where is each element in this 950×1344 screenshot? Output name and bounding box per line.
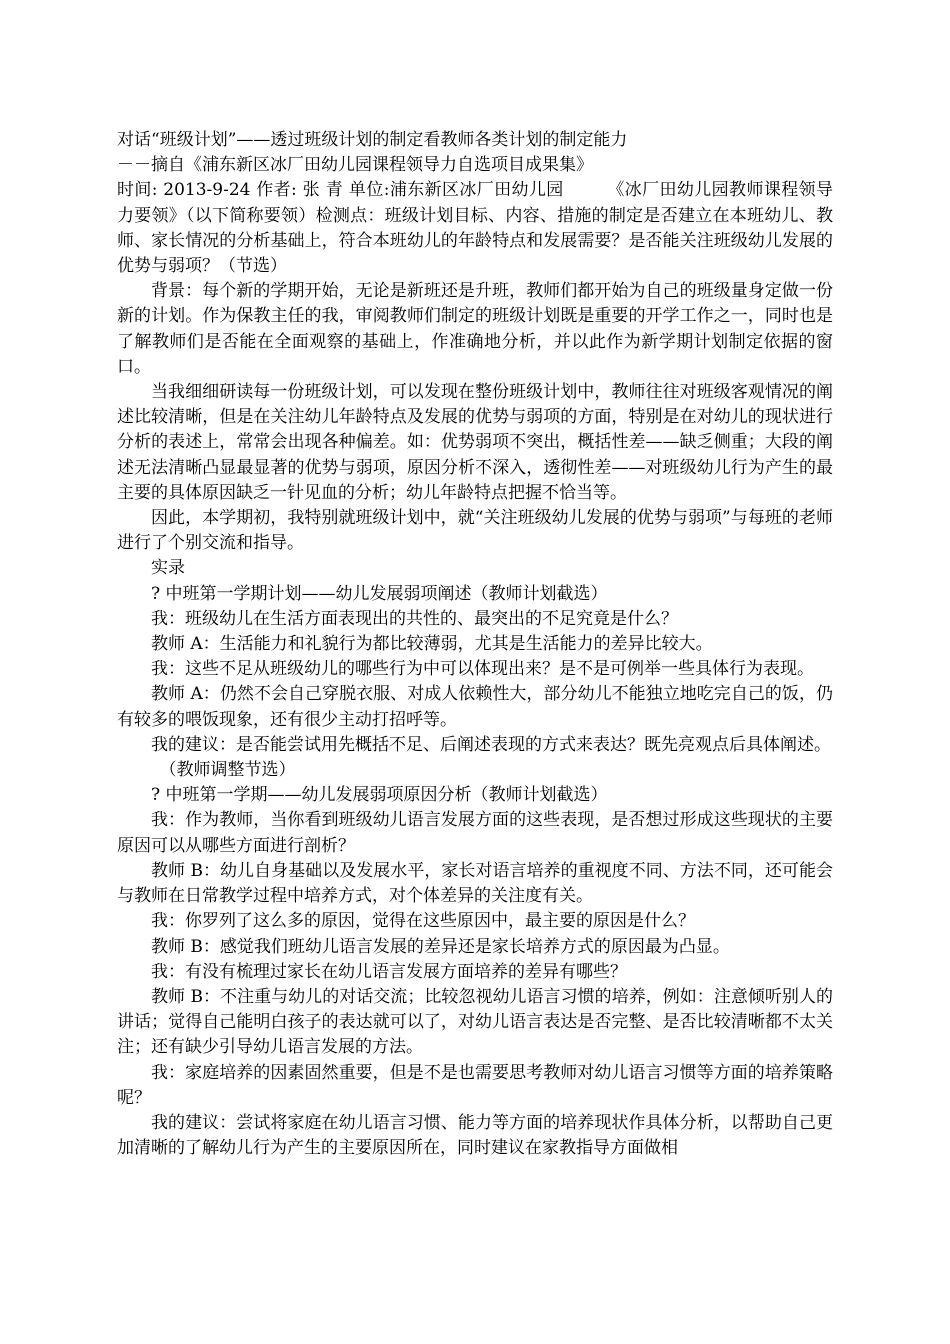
dialogue-line: 我：班级幼儿在生活方面表现出的共性的、最突出的不足究竟是什么？ <box>151 608 678 629</box>
dialogue-line: 教师 A：仍然不会自己穿脱衣服、对成人依赖性大，部分幼儿不能独立地吃完自己的饭，仍有较多的喂饭现象，还有很少主动打招呼等。 <box>117 684 833 730</box>
dialogue-line: 我：作为教师，当你看到班级幼儿语言发展方面的这些表现，是否想过形成这些现状的主要原因可以从哪些方面进行剖析？ <box>117 810 833 856</box>
dialogue-line: 教师 B：幼儿自身基础以及发展水平，家长对语言培养的重视度不同、方法不同，还可能会与教师在日常教学过程中培养方式，对个体差异的关注度有关。 <box>117 860 833 907</box>
dialogue-line: 教师 A：生活能力和礼貌行为都比较薄弱，尤其是生活能力的差异比较大。 <box>151 634 713 655</box>
document-meta: 时间: 2013-9-24 作者: 张 青 单位:浦东新区冰厂田幼儿园 《冰厂田幼儿园教师课程领导力要领》（以下简称要领）检测点：班级计划目标、内容、措施的制定是否建立在本班幼儿、教师、家长情况的分析基础上，符合本班幼儿的年龄特点和发展需要？是否能关注班级幼儿发展的优势与弱项？（节选） <box>117 180 833 277</box>
suggestion-line: 我的建议：是否能尝试用先概括不足、后阐述表现的方式来表达？既先亮观点后具体阐述。 <box>151 734 831 755</box>
paragraph-analysis: 当我细细研读每一份班级计划，可以发现在整份班级计划中，教师往往对班级客观情况的阐述比较清晰，但是在关注幼儿年龄特点及发展的优势与弱项的方面，特别是在对幼儿的现状进行分析的表述上，常常会出现各种偏差。如：优势弱项不突出，概括性差——缺乏侧重；大段的阐述无法清晰凸显最显著的优势与弱项，原因分析不深入，透彻性差——对班级幼儿行为产生的最主要的具体原因缺乏一针见血的分析；幼儿年龄特点把握不恰当等。 <box>117 382 833 503</box>
paragraph-background: 背景：每个新的学期开始，无论是新班还是升班，教师们都开始为自己的班级量身定做一份新的计划。作为保教主任的我，审阅教师们制定的班级计划既是重要的开学工作之一，同时也是了解教师们是否能在全面观察的基础上，作准确地分析，并以此作为新学期计划制定依据的窗口。 <box>117 281 833 377</box>
section-heading: 实录 <box>151 558 185 579</box>
list-item: ? 中班第一学期计划——幼儿发展弱项阐述（教师计划截选） <box>151 583 608 604</box>
note-line: （教师调整节选） <box>159 760 296 781</box>
list-item: ? 中班第一学期——幼儿发展弱项原因分析（教师计划截选） <box>151 785 608 806</box>
dialogue-line: 我：有没有梳理过家长在幼儿语言发展方面培养的差异有哪些？ <box>151 961 627 982</box>
dialogue-line: 我：这些不足从班级幼儿的哪些行为中可以体现出来？是不是可例举一些具体行为表现。 <box>151 659 814 680</box>
dialogue-line: 教师 B：感觉我们班幼儿语言发展的差异还是家长培养方式的原因最为凸显。 <box>151 936 730 957</box>
document-page <box>117 128 833 1161</box>
document-title: 对话“班级计划”——透过班级计划的制定看教师各类计划的制定能力 <box>117 130 628 150</box>
dialogue-line: 教师 B：不注重与幼儿的对话交流；比较忽视幼儿语言习惯的培养，例如：注意倾听别人的讲话；觉得自己能明白孩子的表达就可以了，对幼儿语言表达是否完整、是否比较清晰都不太关注；还有缺少引导幼儿语言发展的方法。 <box>117 986 833 1058</box>
dialogue-line: 我：你罗列了这么多的原因，觉得在这些原因中，最主要的原因是什么？ <box>151 911 695 932</box>
dialogue-line: 我：家庭培养的因素固然重要，但是不是也需要思考教师对幼儿语言习惯等方面的培养策略呢？ <box>117 1062 833 1108</box>
document-subtitle: －－摘自《浦东新区冰厂田幼儿园课程领导力自选项目成果集》 <box>117 155 593 176</box>
paragraph-conclusion: 因此，本学期初，我特别就班级计划中，就“关注班级幼儿发展的优势与弱项”与每班的老师进行了个别交流和指导。 <box>117 508 833 554</box>
suggestion-line: 我的建议：尝试将家庭在幼儿语言习惯、能力等方面的培养现状作具体分析，以帮助自己更加清晰的了解幼儿行为产生的主要原因所在，同时建议在家教指导方面做相 <box>117 1112 833 1159</box>
